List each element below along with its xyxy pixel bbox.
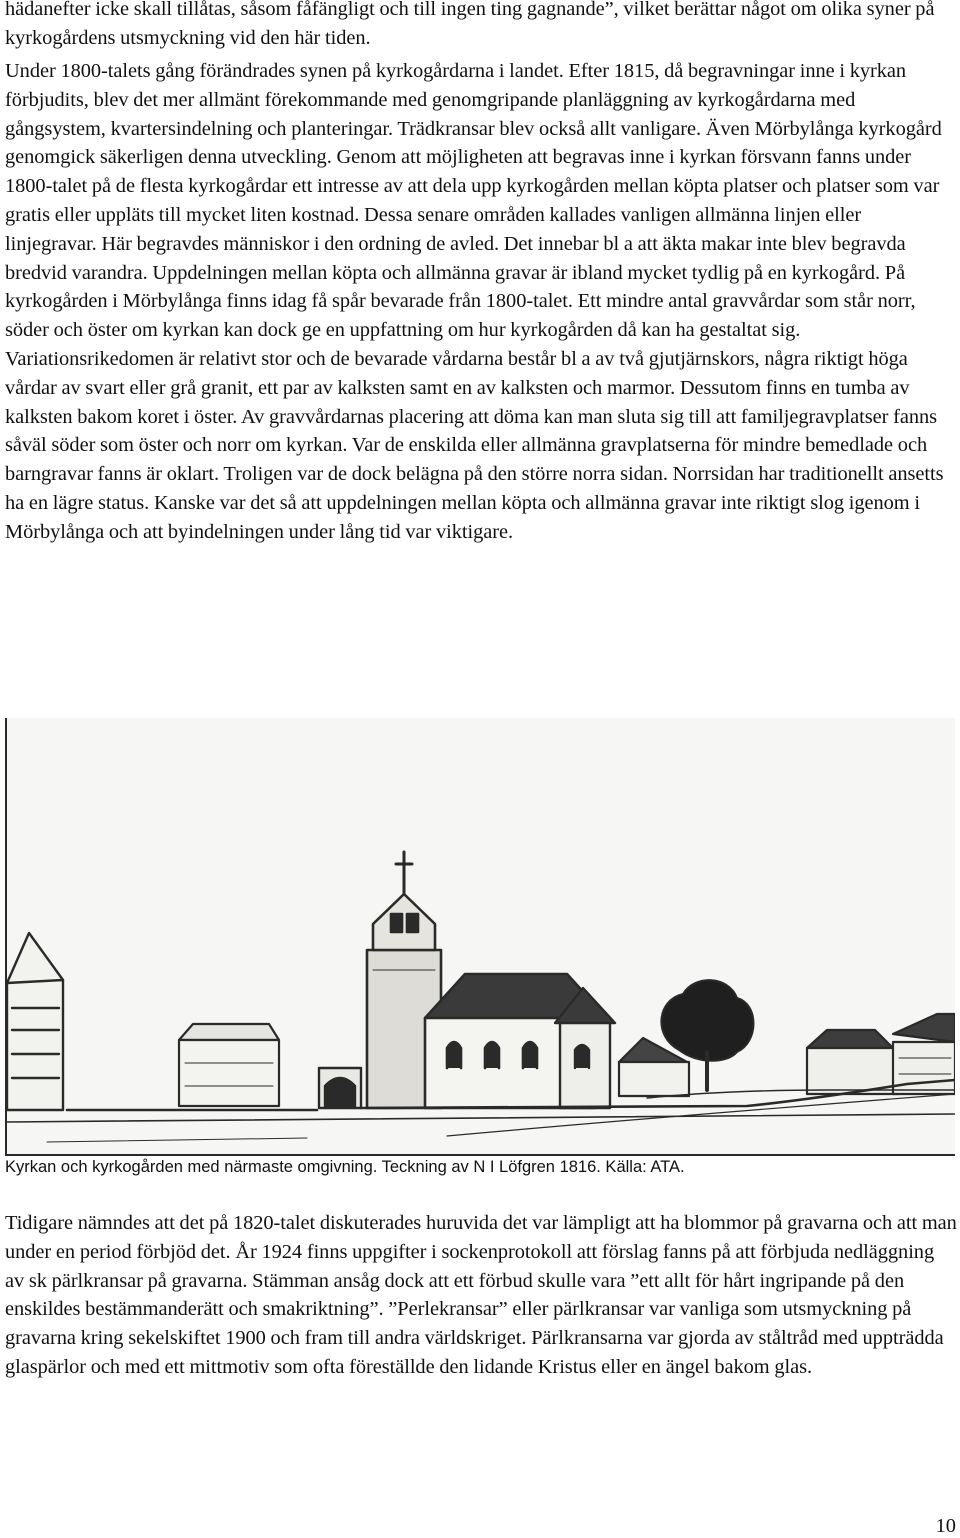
building-left [179,1024,279,1106]
paragraph-flowers-and-wreaths: Tidigare nämndes att det på 1820-talet diskuterades huruvida det var lämpligt att ha blommor på gravarna och att man under en period förbjöd det. År 1924 finns uppgifter i sockenprotokoll att förslag fanns på att förbjuda nedläggning av sk pärlkransar på gravarna. Stämman ansåg dock att ett förbud skulle vara ”ett allt för hårt ingripande på den enskildes bestämmanderätt och smakriktning”. ”Perlekransar” eller pärlkransar var vanliga som utsmyckning på gravarna kring sekelskiftet 1900 och fram till andra världskriget. Pärlkransarna var gjorda av ståltråd med uppträdda glaspärlor och med ett mittmotiv som ofta föreställde den lidande Kristus eller en ängel bakom glas. [5,1212,957,1378]
figure-caption: Kyrkan och kyrkogården med närmaste omgivning. Teckning av N I Löfgren 1816. Källa: ATA. [5,1158,685,1176]
church-drawing-figure [5,718,955,1156]
page-number: 10 [935,1515,956,1537]
barn-left [7,933,63,1110]
paragraph-intro: hädanefter icke skall tillåtas, såsom fåfängligt och till ingen ting gagnande”, vilket berättar något om olika syner på kyrkogårdens utsmyckning vid den här tiden. [5,0,935,49]
church-drawing [7,718,955,1154]
churchyard-gate [319,1068,361,1108]
paragraph-1800s-churchyard: Under 1800-talets gång förändrades synen på kyrkogårdarna i landet. Efter 1815, då begravningar inne i kyrkan förbjudits, blev det mer allmänt förekommande med genomgripande planläggning av kyrkogårdarna med gångsystem, kvartersindelning och planteringar. Trädkransar blev också allt vanligare. Även Mörbylånga kyrkogård genomgick säkerligen denna utveckling. Genom att möjligheten att begravas inne i kyrkan försvann fanns under 1800-talet på de flesta kyrkogårdar ett intresse av att dela upp kyrkogården mellan köpta platser och platser som var gratis eller uppläts till mycket liten kostnad. Dessa senare områden kallades vanligen allmänna linjen eller linjegravar. Här begravdes människor i den ordning de avled. Det innebar bl a att äkta makar inte blev begravda bredvid varandra. Uppdelningen mellan köpta och allmänna gravar är ibland mycket tydlig på en kyrkogård. På kyrkogården i Mörbylånga finns idag få spår bevarade från 1800-talet. Ett mindre antal gravvårdar som står norr, söder och öster om kyrkan kan dock ge en uppfattning om hur kyrkogården då kan ha gestaltat sig. Variationsrikedomen är relativt stor och de bevarade vårdarna består bl a av två gjutjärnskors, några riktigt höga vårdar av svart eller grå granit, ett par av kalksten samt en av kalksten och marmor. Dessutom finns en tumba av kalksten bakom koret i öster. Av gravvårdarnas placering att döma kan man sluta sig till att familjegravplatser fanns såväl söder som öster och norr om kyrkan. Var de enskilda eller allmänna gravplatserna för mindre bemedlade och barngravar fanns är oklart. Troligen var de dock belägna på den större norra sidan. Norrsidan har traditionellt ansetts ha en lägre status. Kanske var det så att uppdelningen mellan köpta och allmänna gravar inte riktigt slog igenom i Mörbylånga och att byindelningen under lång tid var viktigare. [5,60,944,543]
